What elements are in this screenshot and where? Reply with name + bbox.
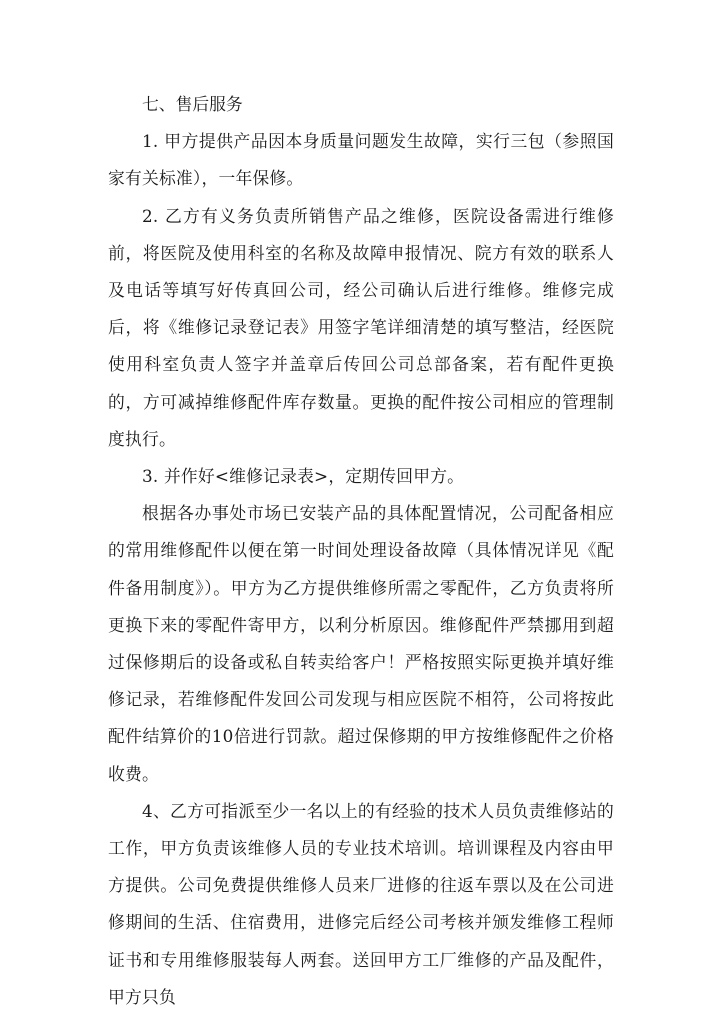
paragraph-warranty: 1. 甲方提供产品因本身质量问题发生故障，实行三包（参照国家有关标准），一年保修。 xyxy=(108,131,614,189)
paragraph-technician: 4、乙方可指派至少一名以上的有经验的技术人员负责维修站的工作，甲方负责该维修人员的专业技术培训。培训课程及内容由甲方提供。公司免费提供维修人员来厂进修的往返车票以及在公司进修期间的生活、住宿费用，进修完后经公司考核并颁发维修工程师证书和专用维修服装每人两套。送回甲方工厂维修的产品及配件，甲方只负 xyxy=(108,800,614,1007)
document-page xyxy=(108,86,614,1016)
paragraph-spare-parts: 根据各办事处市场已安装产品的具体配置情况，公司配备相应的常用维修配件以便在第一时间处理设备故障（具体情况详见《配件备用制度》）。甲方为乙方提供维修所需之零配件，乙方负责将所更换下来的零配件寄甲方，以利分析原因。维修配件严禁挪用到超过保修期后的设备或私自转卖给客户！严格按照实际更换并填好维修记录，若维修配件发回公司发现与相应医院不相符，公司将按此配件结算价的10倍进行罚款。超过保修期的甲方按维修配件之价格收费。 xyxy=(108,503,614,784)
section-heading: 七、售后服务 xyxy=(142,94,243,114)
paragraph-repair-obligation: 2. 乙方有义务负责所销售产品之维修，医院设备需进行维修前，将医院及使用科室的名称及故障申报情况、院方有效的联系人及电话等填写好传真回公司，经公司确认后进行维修。维修完成后，将《维修记录登记表》用签字笔详细清楚的填写整洁，经医院使用科室负责人签字并盖章后传回公司总部备案，若有配件更换的，方可减掉维修配件库存数量。更换的配件按公司相应的管理制度执行。 xyxy=(108,205,614,449)
paragraph-repair-record: 3. 并作好<维修记录表>，定期传回甲方。 xyxy=(142,466,465,487)
